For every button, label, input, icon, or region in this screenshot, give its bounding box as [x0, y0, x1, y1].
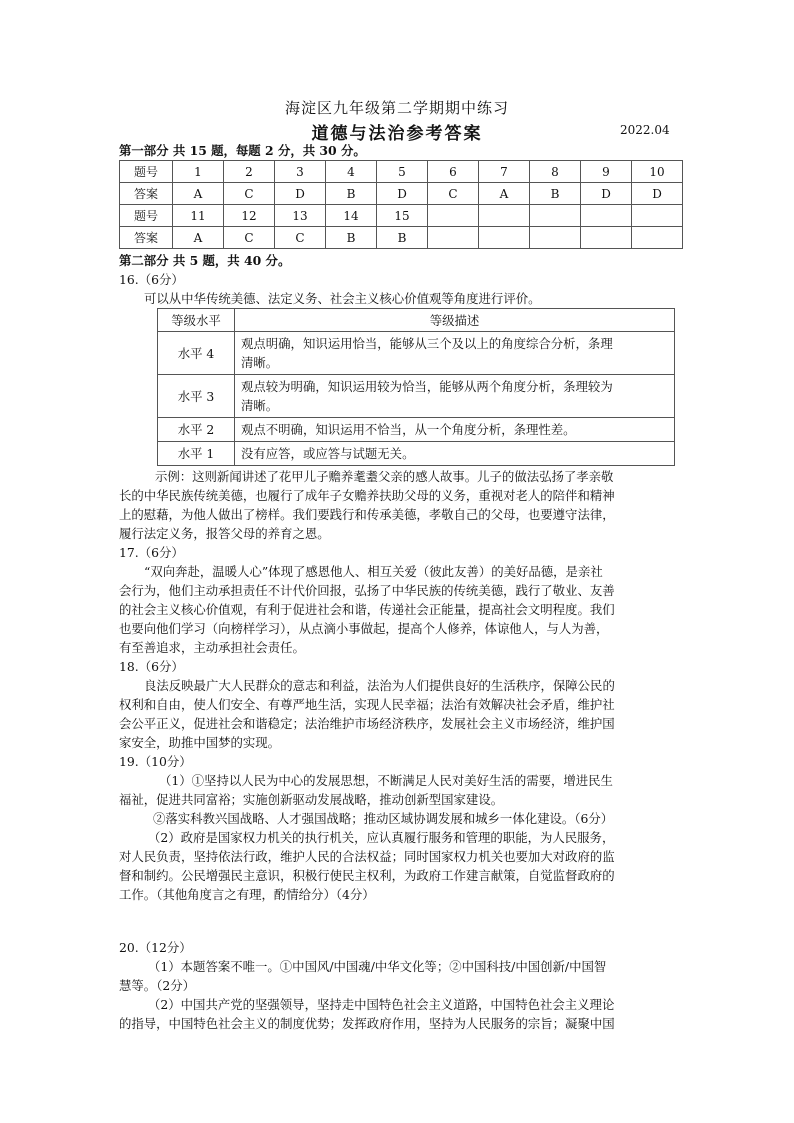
description-line: 观点明确，知识运用恰当，能够从三个及以上的角度综合分析，条理: [241, 336, 613, 351]
q19-line: （1）①坚持以人民为中心的发展思想，不断满足人民对美好生活的需要，增进民生: [159, 773, 613, 788]
question-number: 15: [377, 205, 428, 227]
question-number: [632, 205, 683, 227]
q16-intro: 可以从中华传统美德、法定义务、社会主义核心价值观等角度进行评价。: [144, 291, 541, 306]
question-number: 12: [224, 205, 275, 227]
answer-cell: [581, 227, 632, 249]
q17-line: 有至善追求，主动承担社会责任。: [119, 640, 305, 655]
table-row: [120, 205, 683, 227]
question-number: 8: [530, 161, 581, 183]
answer-cell: [428, 227, 479, 249]
question-number: 7: [479, 161, 530, 183]
question-number: [479, 205, 530, 227]
answer-cell: B: [377, 227, 428, 249]
q20-line: 的指导，中国特色社会主义的制度优势；发挥政府作用，坚持为人民服务的宗旨；凝聚中国: [119, 1016, 615, 1031]
q20-line: （2）中国共产党的坚强领导，坚持走中国特色社会主义道路，中国特色社会主义理论: [148, 997, 615, 1012]
answer-cell: B: [326, 183, 377, 205]
q19-line: ②落实科教兴国战略、人才强国战略；推动区域协调发展和城乡一体化建设。（6分）: [153, 811, 614, 826]
table-row: [158, 309, 675, 332]
q18-line: 会公平正义，促进社会和谐稳定；法治维护市场经济秩序，发展社会主义市场经济，维护国: [119, 716, 615, 731]
column-header-level: 等级水平: [158, 309, 235, 332]
question-number: [428, 205, 479, 227]
row-header-question: 题号: [120, 161, 173, 183]
q19-line: 对人民负责，坚持依法行政，维护人民的合法权益；同时国家权力机关也要加大对政府的监: [119, 849, 615, 864]
level-cell: 水平 3: [158, 375, 235, 418]
q20-heading: 20.（12分）: [119, 940, 192, 955]
q17-line: 会行为，他们主动承担责任不计代价回报，弘扬了中华民族的传统美德，践行了敬业、友善: [119, 583, 615, 598]
q18-line: 权利和自由，使人们安全、有尊严地生活，实现人民幸福；法治有效解决社会矛盾，维护社: [119, 697, 615, 712]
answer-cell: D: [377, 183, 428, 205]
answer-cell: D: [275, 183, 326, 205]
description-cell: [235, 332, 675, 375]
question-number: 11: [173, 205, 224, 227]
description-line: 清晰。: [241, 355, 279, 370]
question-number: 4: [326, 161, 377, 183]
q16-example-line: 上的慰藉，为他人做出了榜样。我们要践行和传承美德，孝敬自己的父母，也要遵守法律，: [119, 507, 615, 522]
question-number: 5: [377, 161, 428, 183]
q17-heading: 17.（6分）: [119, 545, 184, 560]
question-number: [530, 205, 581, 227]
answer-cell: C: [275, 227, 326, 249]
question-number: 2: [224, 161, 275, 183]
answer-cell: [632, 227, 683, 249]
table-row: [120, 227, 683, 249]
answer-cell: C: [224, 183, 275, 205]
question-number: [581, 205, 632, 227]
question-number: 14: [326, 205, 377, 227]
grading-table: [157, 308, 675, 466]
answer-cell: B: [326, 227, 377, 249]
answer-cell: A: [173, 227, 224, 249]
question-number: 6: [428, 161, 479, 183]
question-number: 10: [632, 161, 683, 183]
answer-cell: A: [479, 183, 530, 205]
q17-line: 的社会主义核心价值观，有利于促进社会和谐，传递社会正能量，提高社会文明程度。我们: [119, 602, 615, 617]
q18-line: 家安全，助推中国梦的实现。: [119, 735, 281, 750]
row-header-question: 题号: [120, 205, 173, 227]
description-line: 清晰。: [241, 398, 279, 413]
part1-label: 第一部分 共 15 题，每题 2 分，共 30 分。: [119, 143, 366, 158]
q16-example-line: 示例：这则新闻讲述了花甲儿子赡养耄耋父亲的感人故事。儿子的做法弘扬了孝亲敬: [155, 469, 614, 484]
q18-heading: 18.（6分）: [119, 659, 184, 674]
table-row: [120, 183, 683, 205]
q19-line: 督和制约。公民增强民主意识，积极行使民主权利，为政府工作建言献策，自觉监督政府的: [119, 868, 615, 883]
q20-line: 慧等。（2分）: [119, 978, 196, 993]
q18-line: 良法反映最广大人民群众的意志和利益，法治为人们提供良好的生活秩序，保障公民的: [144, 678, 615, 693]
table-row: [158, 418, 675, 442]
level-cell: 水平 2: [158, 418, 235, 442]
table-row: [158, 375, 675, 418]
answer-cell: D: [632, 183, 683, 205]
q16-heading: 16.（6分）: [119, 272, 184, 287]
description-cell: 没有应答，或应答与试题无关。: [235, 442, 675, 466]
row-header-answer: 答案: [120, 183, 173, 205]
q19-line: （2）政府是国家权力机关的执行机关，应认真履行服务和管理的职能，为人民服务，: [148, 830, 615, 845]
q20-line: （1）本题答案不唯一。①中国风/中国魂/中华文化等；②中国科技/中国创新/中国智: [148, 959, 607, 974]
column-header-description: 等级描述: [235, 309, 675, 332]
document-subtitle: 道德与法治参考答案: [311, 124, 483, 144]
question-number: 3: [275, 161, 326, 183]
level-cell: 水平 4: [158, 332, 235, 375]
q19-line: 福祉，促进共同富裕；实施创新驱动发展战略，推动创新型国家建设。: [119, 792, 504, 807]
table-row: [158, 332, 675, 375]
answer-cell: B: [530, 183, 581, 205]
question-number: 1: [173, 161, 224, 183]
table-row: [158, 442, 675, 466]
q19-heading: 19.（10分）: [119, 754, 192, 769]
description-cell: [235, 375, 675, 418]
q19-line: 工作。（其他角度言之有理，酌情给分）（4分）: [119, 887, 375, 902]
description-cell: 观点不明确，知识运用不恰当，从一个角度分析，条理性差。: [235, 418, 675, 442]
level-cell: 水平 1: [158, 442, 235, 466]
q16-example-line: 履行法定义务，报答父母的养育之恩。: [119, 526, 330, 541]
row-header-answer: 答案: [120, 227, 173, 249]
answer-cell: A: [173, 183, 224, 205]
description-line: 观点较为明确，知识运用较为恰当，能够从两个角度分析，条理较为: [241, 379, 613, 394]
table-row: [120, 161, 683, 183]
question-number: 13: [275, 205, 326, 227]
document-date: 2022.04: [620, 123, 670, 137]
question-number: 9: [581, 161, 632, 183]
answer-table: [119, 160, 683, 249]
answer-cell: [479, 227, 530, 249]
part2-label: 第二部分 共 5 题，共 40 分。: [119, 253, 291, 268]
q17-line: 也要向他们学习（向榜样学习），从点滴小事做起，提高个人修养，体谅他人，与人为善，: [119, 621, 609, 636]
q16-example-line: 长的中华民族传统美德，也履行了成年子女赡养扶助父母的义务，重视对老人的陪伴和精神: [119, 488, 615, 503]
answer-cell: C: [224, 227, 275, 249]
document-title: 海淀区九年级第二学期期中练习: [284, 99, 509, 117]
answer-cell: C: [428, 183, 479, 205]
answer-cell: [530, 227, 581, 249]
answer-cell: D: [581, 183, 632, 205]
q17-line: “双向奔赴，温暖人心”体现了感恩他人、相互关爱（彼此友善）的美好品德，是亲社: [144, 564, 603, 579]
